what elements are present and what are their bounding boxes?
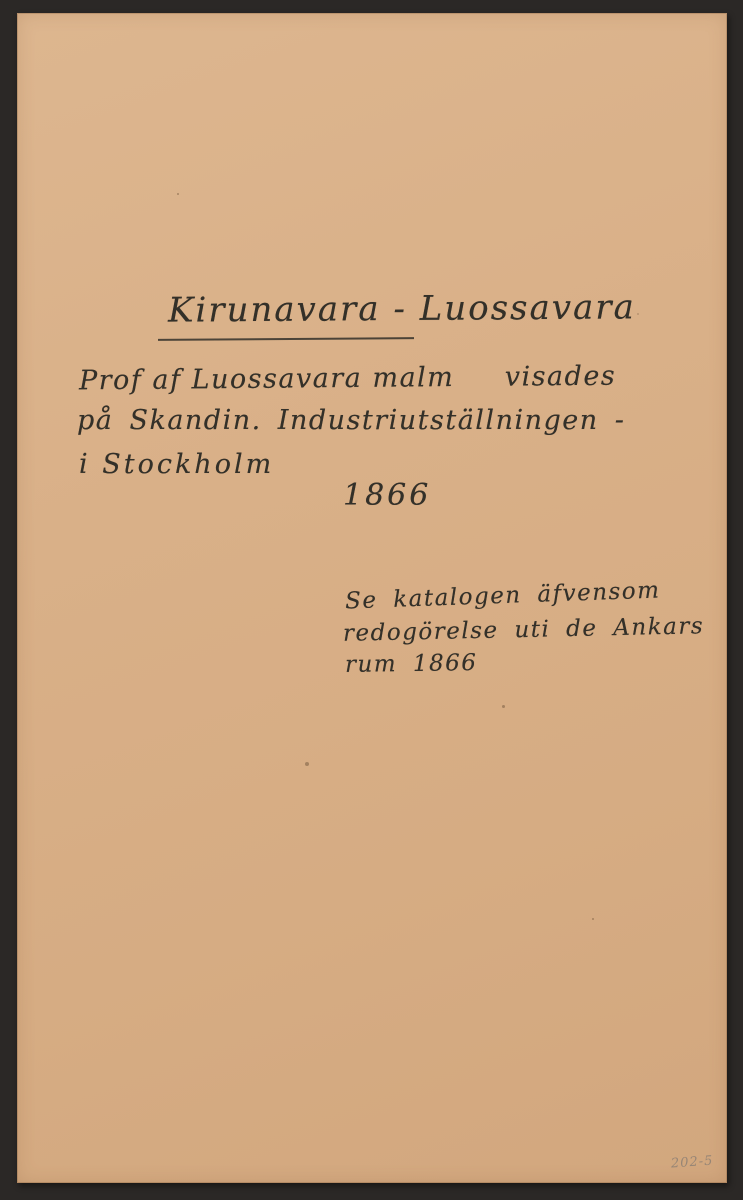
- note-line-3: rum 1866: [344, 650, 478, 678]
- page-title: Kirunavara - Luossavara: [167, 287, 636, 331]
- paper-speck: [637, 313, 639, 315]
- paper-speck: [177, 193, 179, 195]
- body-line-1: Prof af Luossavara malm visades: [78, 360, 617, 397]
- note-line-2: redogörelse uti de Ankars: [342, 613, 705, 647]
- paper-speck: [502, 705, 505, 708]
- archive-number: 202-5: [670, 1153, 714, 1172]
- year-text: 1866: [343, 478, 432, 513]
- body-line-2: på Skandin. Industriutställningen -: [77, 405, 626, 436]
- title-underline: [158, 337, 414, 341]
- paper-speck: [592, 918, 594, 920]
- note-line-1: Se katalogen äfvensom: [344, 577, 661, 615]
- paper-speck: [305, 762, 309, 766]
- body-line-3: i Stockholm: [79, 449, 275, 480]
- document-page: [17, 13, 727, 1183]
